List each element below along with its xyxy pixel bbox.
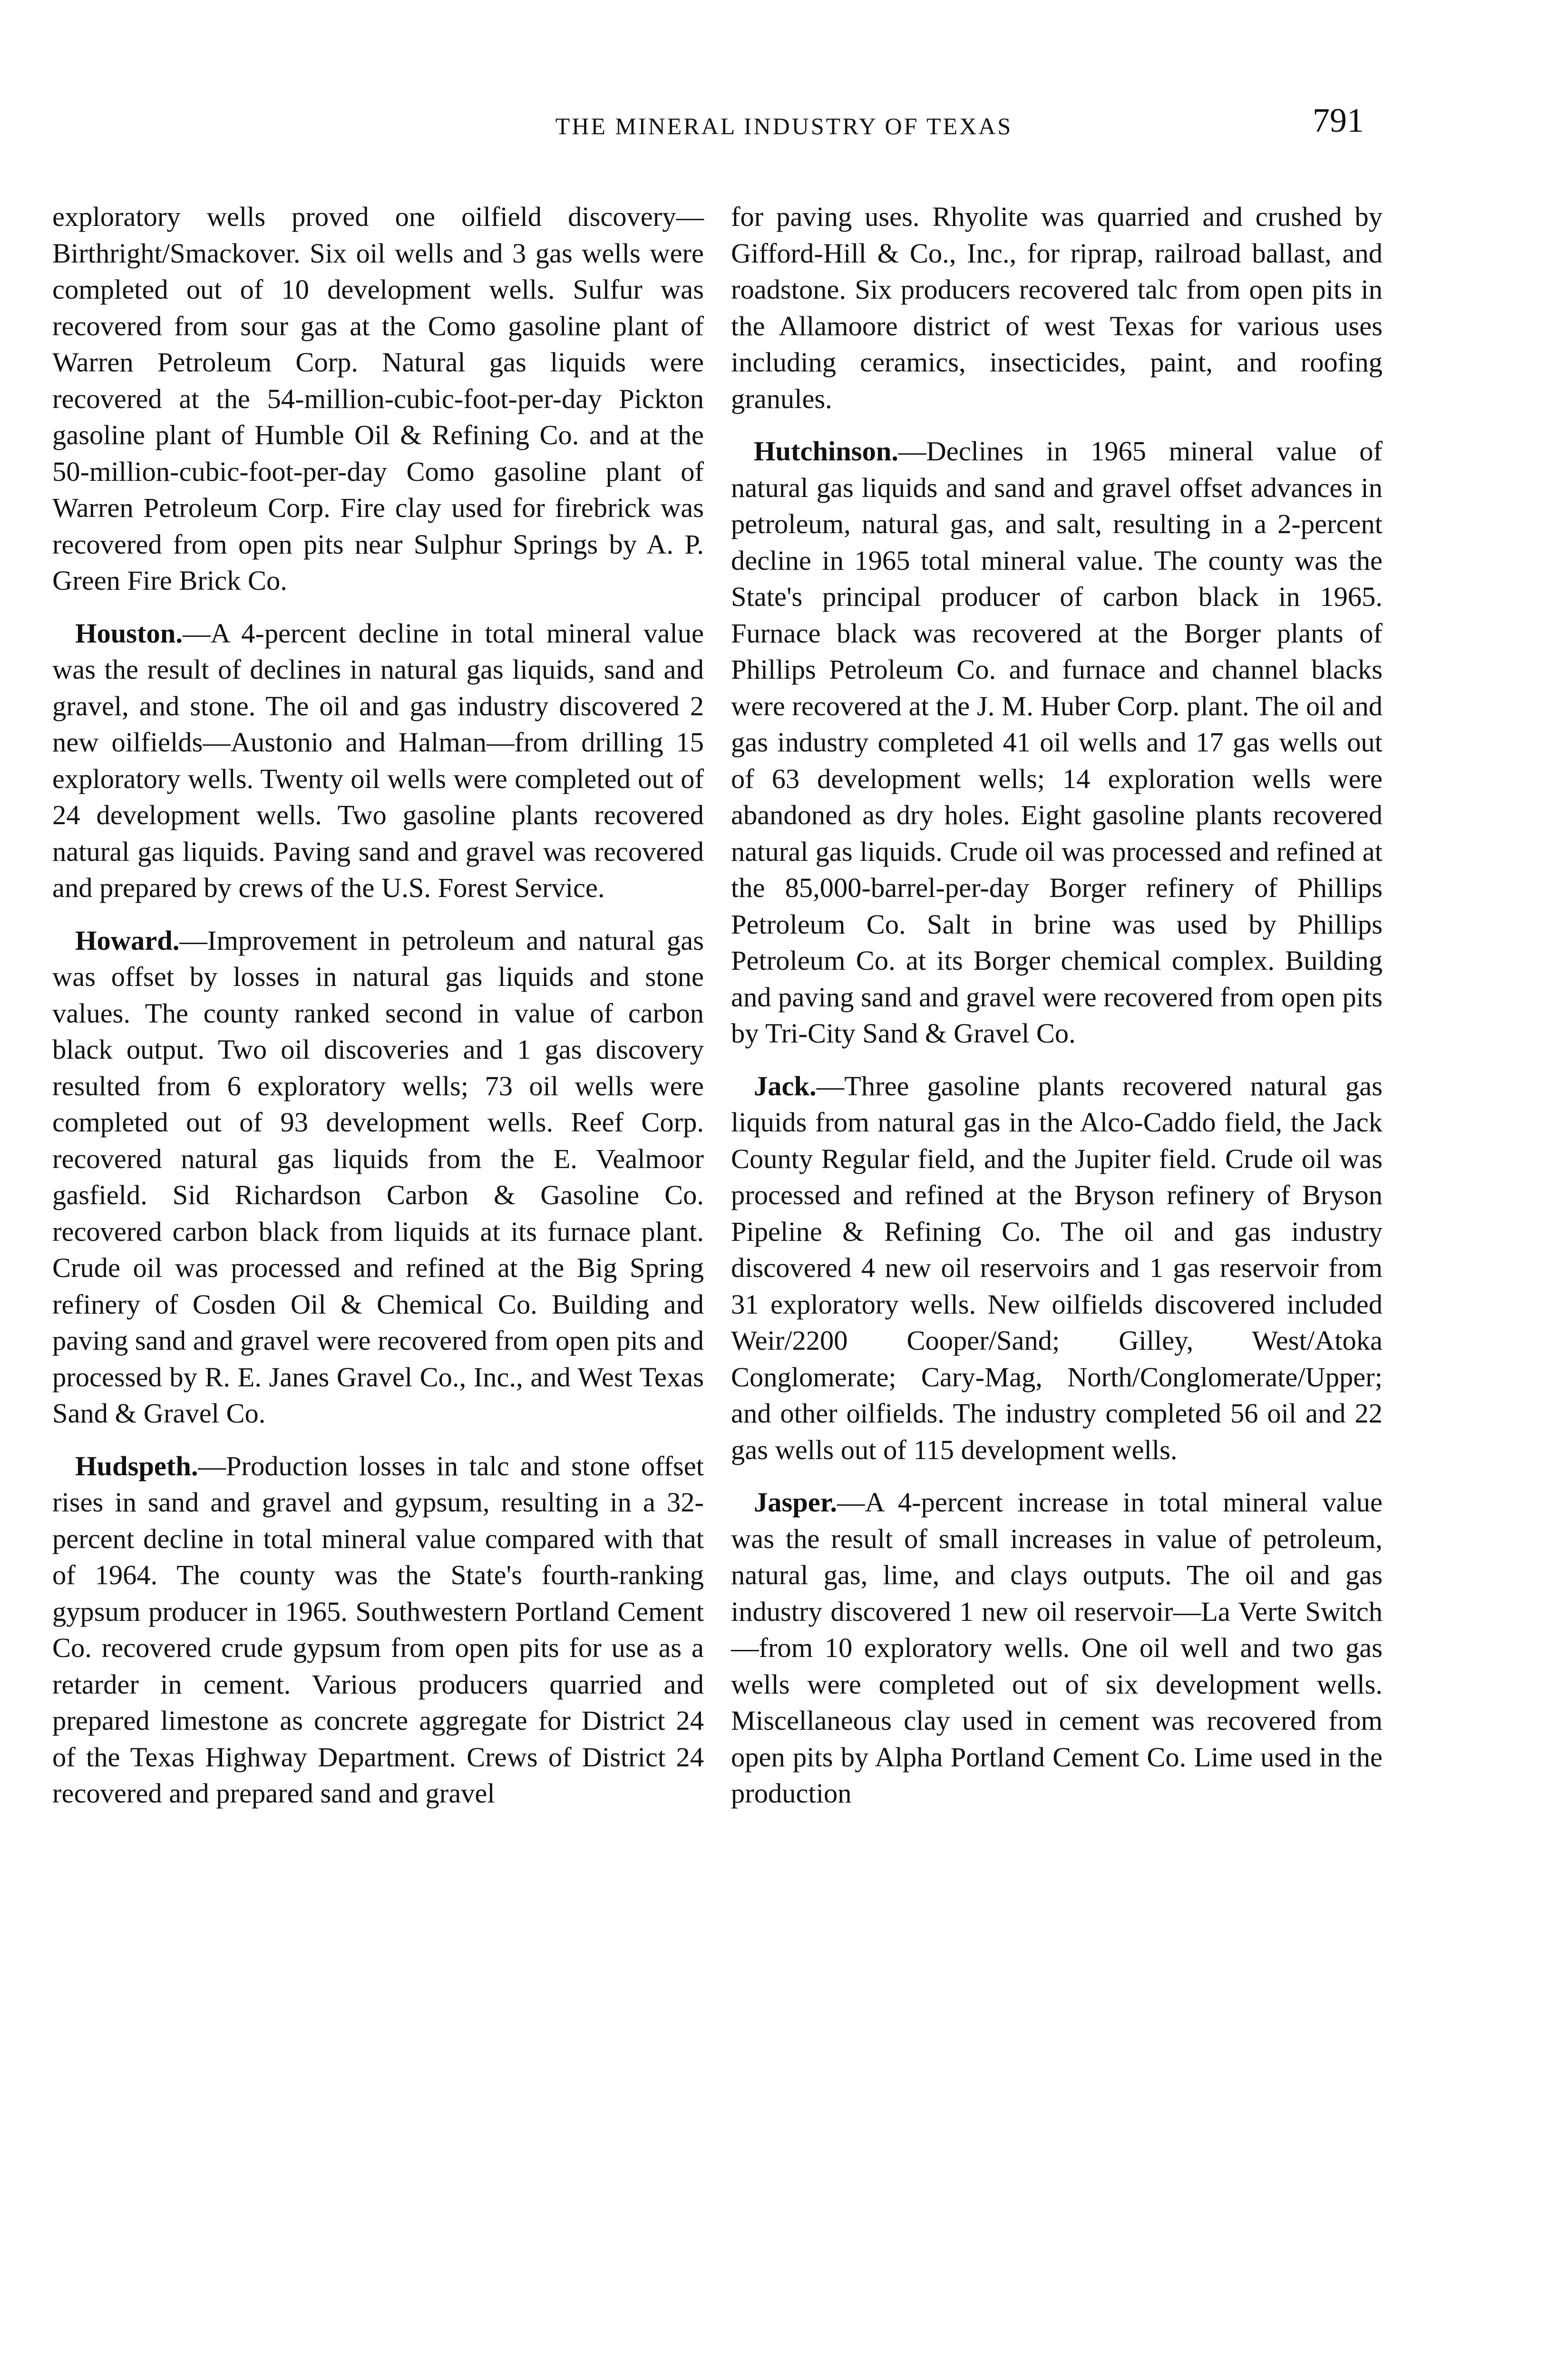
county-text-jack: —Three gasoline plants recovered natural gas liquids from natural gas in the Alco-Caddo field, the Jack County Regular field, and the Jupiter field. Crude oil was processed and refined at the Bryson refinery of Bryson Pipeline & Refining Co. The oil and gas industry discovered 4 new oil reservoirs and 1 gas reservoir from 31 exploratory wells. New oilfields discovered included Weir/2200 Cooper/Sand; Gilley, West/Atoka Conglomerate; Cary-Mag, North/Conglomerate/Upper; and other oilfields. The industry completed 56 oil and 22 gas wells out of 115 development wells.: [731, 1070, 1383, 1465]
county-name-houston: Houston.: [75, 617, 183, 649]
paragraph-continuation: exploratory wells proved one oilfield discovery—Birthright/Smackover. Six oil wells and 3 gas wells were completed out of 10 development wells. Sulfur was recovered from sour gas at the Como gasoline plant of Warren Petroleum Corp. Natural gas liquids were recovered at the 54-million-cubic-foot-per-day Pickton gasoline plant of Humble Oil & Refining Co. and at the 50-million-cubic-foot-per-day Como gasoline plant of Warren Petroleum Corp. Fire clay used for firebrick was recovered from open pits near Sulphur Springs by A. P. Green Fire Brick Co.: [52, 201, 704, 596]
page-number: 791: [1313, 101, 1364, 139]
county-name-hutchinson: Hutchinson.: [754, 436, 898, 467]
county-text-jasper: —A 4-percent increase in total mineral value was the result of small increases in value of petroleum, natural gas, lime, and clays outputs. The oil and gas industry discovered 1 new oil reservoir—La Verte Switch—from 10 exploratory wells. One oil well and two gas wells were completed out of six development wells. Miscellaneous clay used in cement was recovered from open pits by Alpha Portland Cement Co. Lime used in the production: [731, 1487, 1383, 1809]
county-name-howard: Howard.: [75, 925, 180, 956]
county-text-howard: —Improvement in petroleum and natural gas was offset by losses in natural gas liquids and stone values. The county ranked second in value of carbon black output. Two oil discoveries and 1 gas discovery resulted from 6 exploratory wells; 73 oil wells were completed out of 93 development wells. Reef Corp. recovered natural gas liquids from the E. Vealmoor gasfield. Sid Richardson Carbon & Gasoline Co. recovered carbon black from liquids at its furnace plant. Crude oil was processed and refined at the Big Spring refinery of Cosden Oil & Chemical Co. Building and paving sand and gravel were recovered from open pits and processed by R. E. Janes Gravel Co., Inc., and West Texas Sand & Gravel Co.: [52, 925, 704, 1429]
running-title: THE MINERAL INDUSTRY OF TEXAS: [555, 113, 1013, 139]
paragraph-houston: [52, 615, 704, 906]
paragraph-hudspeth: [52, 1448, 704, 1812]
right-column: [731, 199, 1383, 1828]
paragraph-hudspeth-continuation: for paving uses. Rhyolite was quarried and crushed by Gifford-Hill & Co., Inc., for riprap, railroad ballast, and roadstone. Six producers recovered talc from open pits in the Allamoore district of west Texas for various uses including ceramics, insecticides, paint, and roofing granules.: [731, 201, 1383, 414]
paragraph-jack: [731, 1068, 1383, 1469]
county-text-hudspeth: —Production losses in talc and stone offset rises in sand and gravel and gypsum, resulting in a 32-percent decline in total mineral value compared with that of 1964. The county was the State's fourth-ranking gypsum producer in 1965. Southwestern Portland Cement Co. recovered crude gypsum from open pits for use as a retarder in cement. Various producers quarried and prepared limestone as concrete aggregate for District 24 of the Texas Highway Department. Crews of District 24 recovered and prepared sand and gravel: [52, 1450, 704, 1809]
county-name-hudspeth: Hudspeth.: [75, 1450, 198, 1481]
left-column: [52, 199, 704, 1828]
county-text-houston: —A 4-percent decline in total mineral value was the result of declines in natural gas liquids, sand and gravel, and stone. The oil and gas industry discovered 2 new oilfields—Austonio and Halman—from drilling 15 exploratory wells. Twenty oil wells were completed out of 24 development wells. Two gasoline plants recovered natural gas liquids. Paving sand and gravel was recovered and prepared by crews of the U.S. Forest Service.: [52, 617, 704, 903]
county-name-jack: Jack.: [754, 1070, 817, 1101]
county-name-jasper: Jasper.: [754, 1487, 837, 1518]
paragraph-jasper: [731, 1484, 1383, 1812]
paragraph-hutchinson: [731, 433, 1383, 1052]
county-text-hutchinson: —Declines in 1965 mineral value of natural gas liquids and sand and gravel offset advances in petroleum, natural gas, and salt, resulting in a 2-percent decline in 1965 total mineral value. The county was the State's principal producer of carbon black in 1965. Furnace black was recovered at the Borger plants of Phillips Petroleum Co. and furnace and channel blacks were recovered at the J. M. Huber Corp. plant. The oil and gas industry completed 41 oil wells and 17 gas wells out of 63 development wells; 14 exploration wells were abandoned as dry holes. Eight gasoline plants recovered natural gas liquids. Crude oil was processed and refined at the 85,000-barrel-per-day Borger refinery of Phillips Petroleum Co. Salt in brine was used by Phillips Petroleum Co. at its Borger chemical complex. Building and paving sand and gravel were recovered from open pits by Tri-City Sand & Gravel Co.: [731, 436, 1383, 1049]
paragraph-howard: [52, 923, 704, 1432]
